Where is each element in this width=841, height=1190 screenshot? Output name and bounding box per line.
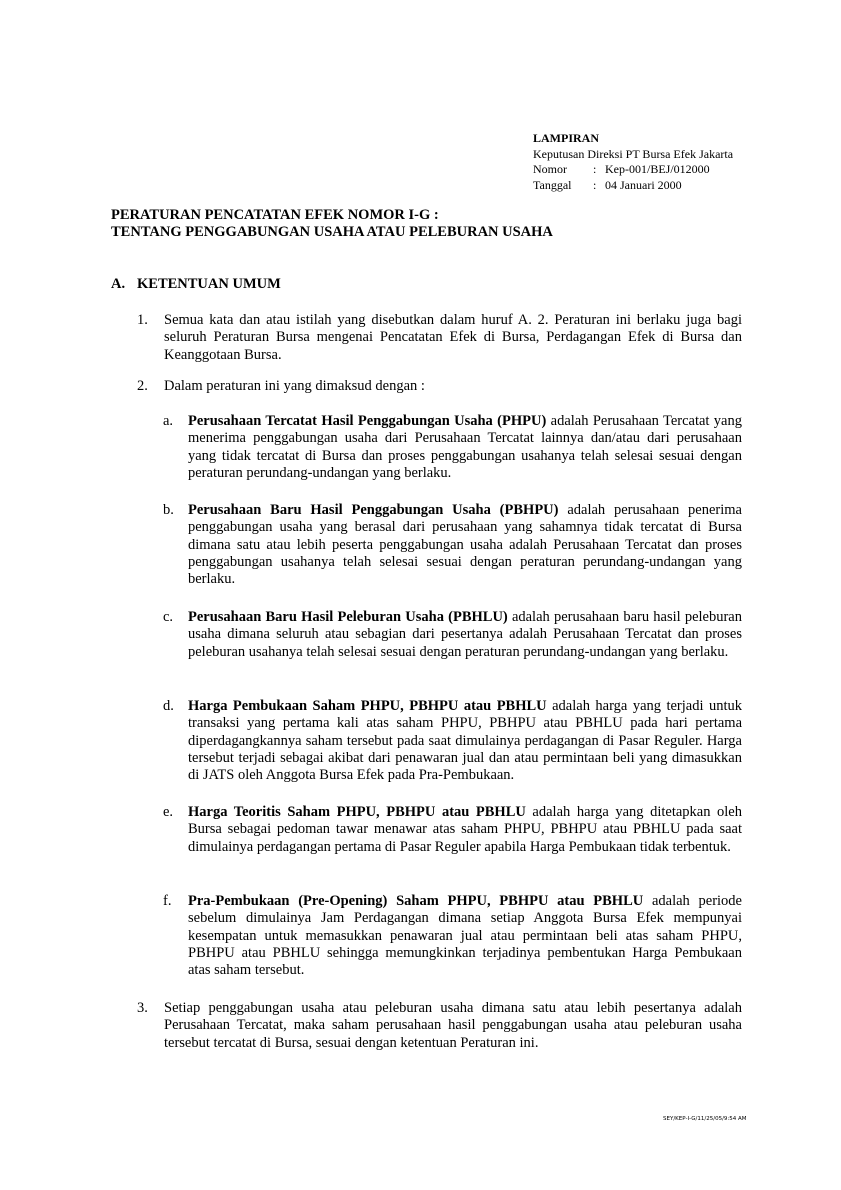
- section-number: A.: [111, 276, 126, 292]
- definition-body: adalah Perusahaan Tercatat yang menerima penggabungan usaha dari Perusahaan Tercatat lainnya dan/atau dari perusahaan yang tidak tercatat di Bursa dan proses penggabungan usahanya telah selesai sesuai dengan peraturan perundang-undangan yang berlaku.: [188, 413, 742, 481]
- tanggal-separator: :: [593, 177, 597, 192]
- document-title: [111, 207, 553, 241]
- definition-term: Perusahaan Tercatat Hasil Penggabungan Usaha (PHPU): [188, 413, 547, 429]
- list-item-2: [137, 378, 742, 395]
- list-item-text: Semua kata dan atau istilah yang disebutkan dalam huruf A. 2. Peraturan ini berlaku juga bagi seluruh Peraturan Bursa mengenai Pencatatan Efek di Bursa, Perdagangan Efek di Bursa dan Keanggotaan Bursa.: [164, 312, 742, 363]
- lampiran-nomor-row: [533, 162, 733, 178]
- definition-term: Harga Teoritis Saham PHPU, PBHPU atau PBHLU: [188, 804, 526, 820]
- tanggal-label: Tanggal: [533, 177, 572, 192]
- definition-item-b: [163, 502, 742, 588]
- definition-text: [188, 609, 742, 661]
- definition-letter: e.: [163, 804, 174, 820]
- definition-text: [188, 698, 742, 784]
- footer-code: SEY/KEP-I-G/11/25/05/9:54 AM: [663, 1116, 747, 1122]
- definition-term: Perusahaan Baru Hasil Peleburan Usaha (PBHLU): [188, 609, 508, 625]
- nomor-separator: :: [593, 162, 597, 176]
- list-item-number: 3.: [137, 1000, 148, 1016]
- definition-item-d: [163, 698, 742, 784]
- definition-letter: a.: [163, 413, 174, 429]
- definition-body: adalah periode sebelum dimulainya Jam Perdagangan dimana setiap Anggota Bursa Efek mempunyai kesempatan untuk memasukkan penawaran jual atau permintaan beli atas saham PHPU, PBHPU atau PBHLU sehingga memungkinkan terjadinya pembentukan Harga Pembukaan atas saham tersebut.: [188, 893, 742, 979]
- section-heading: [111, 276, 281, 293]
- definition-text: [188, 804, 742, 856]
- list-item-1: [137, 312, 742, 364]
- lampiran-title: LAMPIRAN: [533, 131, 599, 145]
- section-title: KETENTUAN UMUM: [137, 276, 281, 292]
- lampiran-block: [533, 131, 733, 193]
- list-item-text: Dalam peraturan ini yang dimaksud dengan :: [164, 378, 425, 394]
- list-item-3: [137, 1000, 742, 1052]
- definition-item-a: [163, 413, 742, 482]
- nomor-value: Kep-001/BEJ/012000: [605, 162, 710, 176]
- list-item-text: Setiap penggabungan usaha atau peleburan usaha dimana satu atau lebih pesertanya adalah Perusahaan Tercatat, maka saham perusahaan hasil penggabungan usaha atau peleburan usaha tersebut tercatat di Bursa, sesuai dengan ketentuan Peraturan ini.: [164, 1000, 742, 1051]
- tanggal-value: 04 Januari 2000: [605, 177, 682, 192]
- definition-body: adalah perusahaan baru hasil peleburan usaha dimana seluruh atau sebagian dari pesertanya adalah Perusahaan Tercatat dan proses peleburan usahanya telah selesai sesuai dengan peraturan perundang-undangan yang berlaku.: [188, 609, 742, 660]
- definition-body: adalah harga yang ditetapkan oleh Bursa sebagai pedoman tawar menawar atas saham PHPU, PBHPU atau PBHLU pada saat dimulainya perdagangan pertama di Pasar Reguler apabila Harga Pembukaan tidak terbentuk.: [188, 804, 742, 855]
- definition-letter: b.: [163, 502, 174, 518]
- document-title-line1: PERATURAN PENCATATAN EFEK NOMOR I-G :: [111, 207, 439, 223]
- definition-text: [188, 893, 742, 979]
- definition-item-e: [163, 804, 742, 856]
- definition-term: Pra-Pembukaan (Pre-Opening) Saham PHPU, PBHPU atau PBHLU: [188, 893, 644, 909]
- definition-letter: f.: [163, 893, 172, 909]
- definition-term: Harga Pembukaan Saham PHPU, PBHPU atau PBHLU: [188, 698, 547, 714]
- definition-item-c: [163, 609, 742, 661]
- document-title-line2: TENTANG PENGGABUNGAN USAHA ATAU PELEBURAN USAHA: [111, 224, 553, 240]
- definition-body: adalah perusahaan penerima penggabungan usaha yang berasal dari perusahaan yang sahamnya tidak tercatat di Bursa dimana satu atau lebih peserta penggabungan usaha adalah Perusahaan Tercatat dan proses penggabungan usahanya telah selesai sesuai dengan peraturan perundang-undangan yang berlaku.: [188, 502, 742, 588]
- definition-text: [188, 413, 742, 482]
- lampiran-subtitle: Keputusan Direksi PT Bursa Efek Jakarta: [533, 146, 734, 161]
- lampiran-tanggal-row: [533, 178, 733, 194]
- definition-letter: c.: [163, 609, 174, 625]
- definition-letter: d.: [163, 698, 174, 714]
- definition-item-f: [163, 893, 742, 979]
- definition-term: Perusahaan Baru Hasil Penggabungan Usaha (PBHPU): [188, 502, 559, 518]
- list-item-number: 1.: [137, 312, 148, 328]
- nomor-label: Nomor: [533, 162, 567, 176]
- definition-text: [188, 502, 742, 588]
- list-item-number: 2.: [137, 378, 148, 394]
- definition-body: adalah harga yang terjadi untuk transaksi yang pertama kali atas saham PHPU, PBHPU atau PBHLU pada hari pertama diperdagangkannya saham tersebut pada saat dimulainya perdagangan di Pasar Reguler. Harga tersebut terjadi sebagai akibat dari penawaran jual dan atau permintaan beli yang dimasukkan di JATS oleh Anggota Bursa Efek pada Pra-Pembukaan.: [188, 698, 742, 784]
